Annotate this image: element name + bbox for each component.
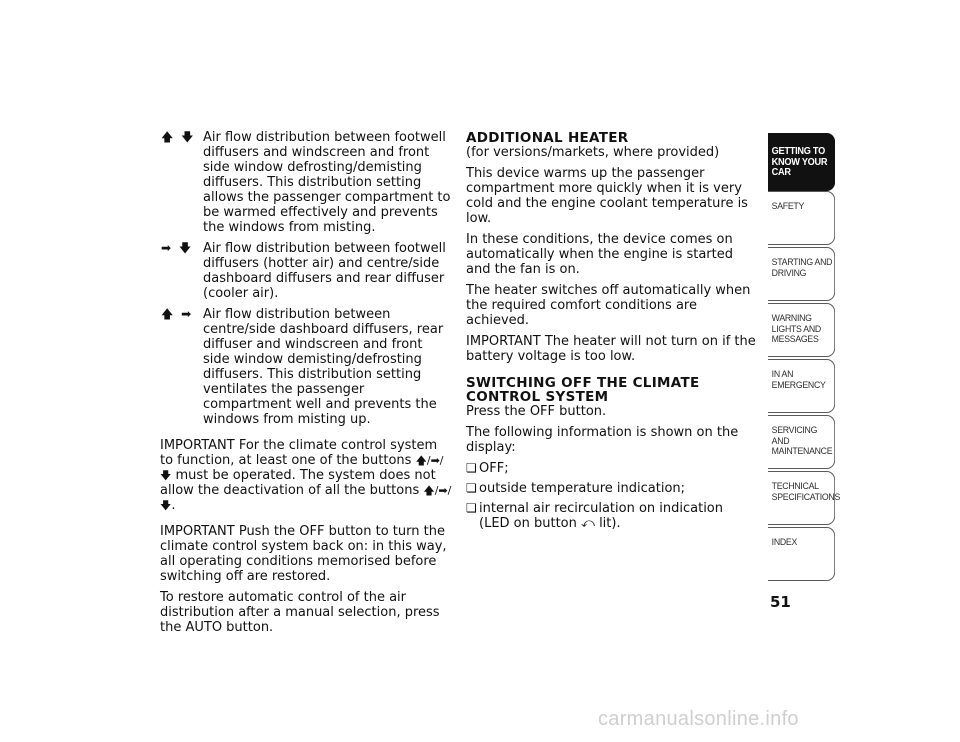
left-column [160, 130, 452, 641]
distribution-buttons-icon: 🡅/➡/🡇 [160, 454, 444, 482]
display-info-list [466, 461, 756, 531]
heater-important-note: IMPORTANT The heater will not turn on if the battery voltage is too low. [466, 334, 756, 364]
recirculation-icon: ⤺ [581, 516, 595, 531]
switching-off-heading: SWITCHING OFF THE CLIMATE CONTROL SYSTEM [466, 375, 700, 405]
page-number: 51 [770, 593, 791, 611]
up-down-arrow-icon: 🡅 🡇 [161, 130, 196, 144]
tab-index[interactable]: INDEX [768, 527, 835, 581]
right-column [466, 131, 756, 536]
tab-servicing[interactable]: SERVICING AND MAINTENANCE [768, 415, 835, 469]
tab-in-an-emergency[interactable]: IN AN EMERGENCY [768, 359, 835, 413]
heater-paragraph: In these conditions, the device comes on automatically when the engine is started and the fan is on. [466, 232, 733, 277]
important-off-note: IMPORTANT Push the OFF button to turn the climate control system back on: in this way, all operating conditions memorised before switching off are restored. [160, 524, 447, 584]
tab-getting-to-know-your-car[interactable]: GETTING TO KNOW YOUR CAR [768, 133, 835, 191]
right-down-arrow-icon: ➡ 🡇 [161, 241, 194, 255]
tab-technical-specifications[interactable]: TECHNICAL SPECIFICATIONS [768, 471, 835, 525]
tab-safety[interactable]: SAFETY [768, 191, 835, 245]
distribution-item [160, 130, 452, 235]
heater-paragraph: This device warms up the passenger compartment more quickly when it is very cold and the engine coolant temperature is low. [466, 166, 748, 226]
auto-note: To restore automatic control of the air distribution after a manual selection, press the AUTO button. [160, 590, 440, 635]
distribution-text: Air flow distribution between footwell diffusers and windscreen and front side window defrosting/demisting diffusers. This distribution setting allows the passenger compartment to be warmed effectively and prevents the windows from misting. [203, 130, 451, 235]
switch-off-paragraph: The following information is shown on the display: [466, 425, 739, 455]
switch-off-paragraph: Press the OFF button. [466, 404, 607, 419]
distribution-text: Air flow distribution between footwell diffusers (hotter air) and centre/side dashboard diffusers and rear diffuser (cooler air). [203, 241, 446, 301]
watermark: carmanualsonline.info [598, 708, 799, 730]
list-item: ❏ OFF; [466, 461, 756, 476]
heater-subtitle: (for versions/markets, where provided) [466, 145, 720, 160]
distribution-item [160, 241, 452, 301]
heater-paragraph: The heater switches off automatically when the required comfort conditions are achieved. [466, 283, 751, 328]
important-buttons-note: IMPORTANT For the climate control system to function, at least one of the buttons 🡅/➡/🡇 must be operated. The system does not allow the deactivation of all the buttons 🡅/➡/🡇. [160, 438, 452, 513]
list-item: ❏ outside temperature indication; [466, 481, 756, 496]
distribution-item [160, 307, 452, 427]
tab-warning-lights[interactable]: WARNING LIGHTS AND MESSAGES [768, 303, 835, 357]
up-right-arrow-icon: 🡅 ➡ [161, 307, 194, 321]
distribution-text: Air flow distribution between centre/side dashboard diffusers, rear diffuser and windscreen and front side window demisting/defrosting diffusers. This distribution setting ventilates the passenger compartment well and prevents the windows from misting up. [203, 307, 444, 427]
tab-starting-and-driving[interactable]: STARTING AND DRIVING [768, 247, 835, 301]
list-item: ❏ internal air recirculation on indication (LED on button ⤺ lit). [466, 501, 756, 531]
additional-heater-heading: ADDITIONAL HEATER [466, 130, 629, 146]
distribution-buttons-icon: 🡅/➡/🡇 [160, 484, 452, 512]
